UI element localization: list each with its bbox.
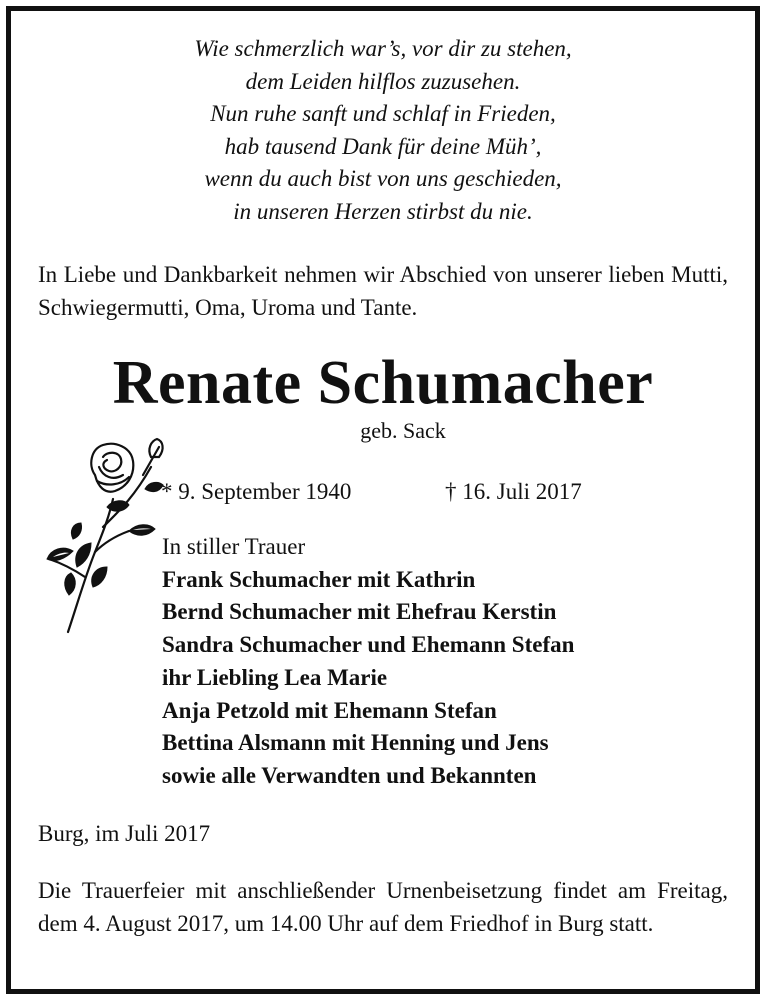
poem-line: wenn du auch bist von uns geschieden, bbox=[204, 166, 562, 191]
mourning-intro: In stiller Trauer bbox=[162, 534, 306, 559]
mourner-line: Bettina Alsmann mit Henning und Jens bbox=[162, 730, 549, 756]
intro-text: In Liebe und Dankbarkeit nehmen wir Abschied von unserer lieben Mutti, Schwiegermutti, Oma, Uroma und Tante. bbox=[38, 262, 728, 320]
maiden-name: geb. Sack bbox=[360, 418, 446, 443]
place-date: Burg, im Juli 2017 bbox=[38, 821, 211, 846]
deceased-name: Renate Schumacher bbox=[112, 349, 654, 417]
rose-icon bbox=[33, 427, 173, 637]
obituary-notice bbox=[6, 6, 760, 994]
mourner-line: Frank Schumacher mit Kathrin bbox=[162, 566, 476, 592]
poem-line: dem Leiden hilflos zuzusehen. bbox=[245, 68, 521, 94]
poem-line: Nun ruhe sanft und schlaf in Frieden, bbox=[210, 101, 556, 126]
poem bbox=[11, 33, 755, 228]
funeral-service-info: Die Trauerfeier mit anschließender Urnenbeisetzung findet am Freitag, dem 4. August 2017, um 14.00 Uhr auf dem Friedhof in Burg statt. bbox=[38, 878, 728, 936]
mourners-list bbox=[162, 531, 574, 793]
poem-line: Wie schmerzlich war’s, vor dir zu stehen, bbox=[194, 36, 572, 61]
mourner-line: Anja Petzold mit Ehemann Stefan bbox=[162, 697, 497, 723]
mourner-line: sowie alle Verwandten und Bekannten bbox=[162, 762, 537, 788]
poem-line: in unseren Herzen stirbst du nie. bbox=[233, 198, 533, 224]
mourner-line: Bernd Schumacher mit Ehefrau Kerstin bbox=[162, 599, 557, 625]
mourner-line: Sandra Schumacher und Ehemann Stefan bbox=[162, 632, 575, 658]
birth-date: * 9. September 1940 bbox=[161, 479, 352, 504]
poem-line: hab tausend Dank für deine Müh’, bbox=[224, 133, 542, 159]
death-date: † 16. Juli 2017 bbox=[445, 479, 582, 504]
mourner-line: ihr Liebling Lea Marie bbox=[162, 664, 388, 690]
